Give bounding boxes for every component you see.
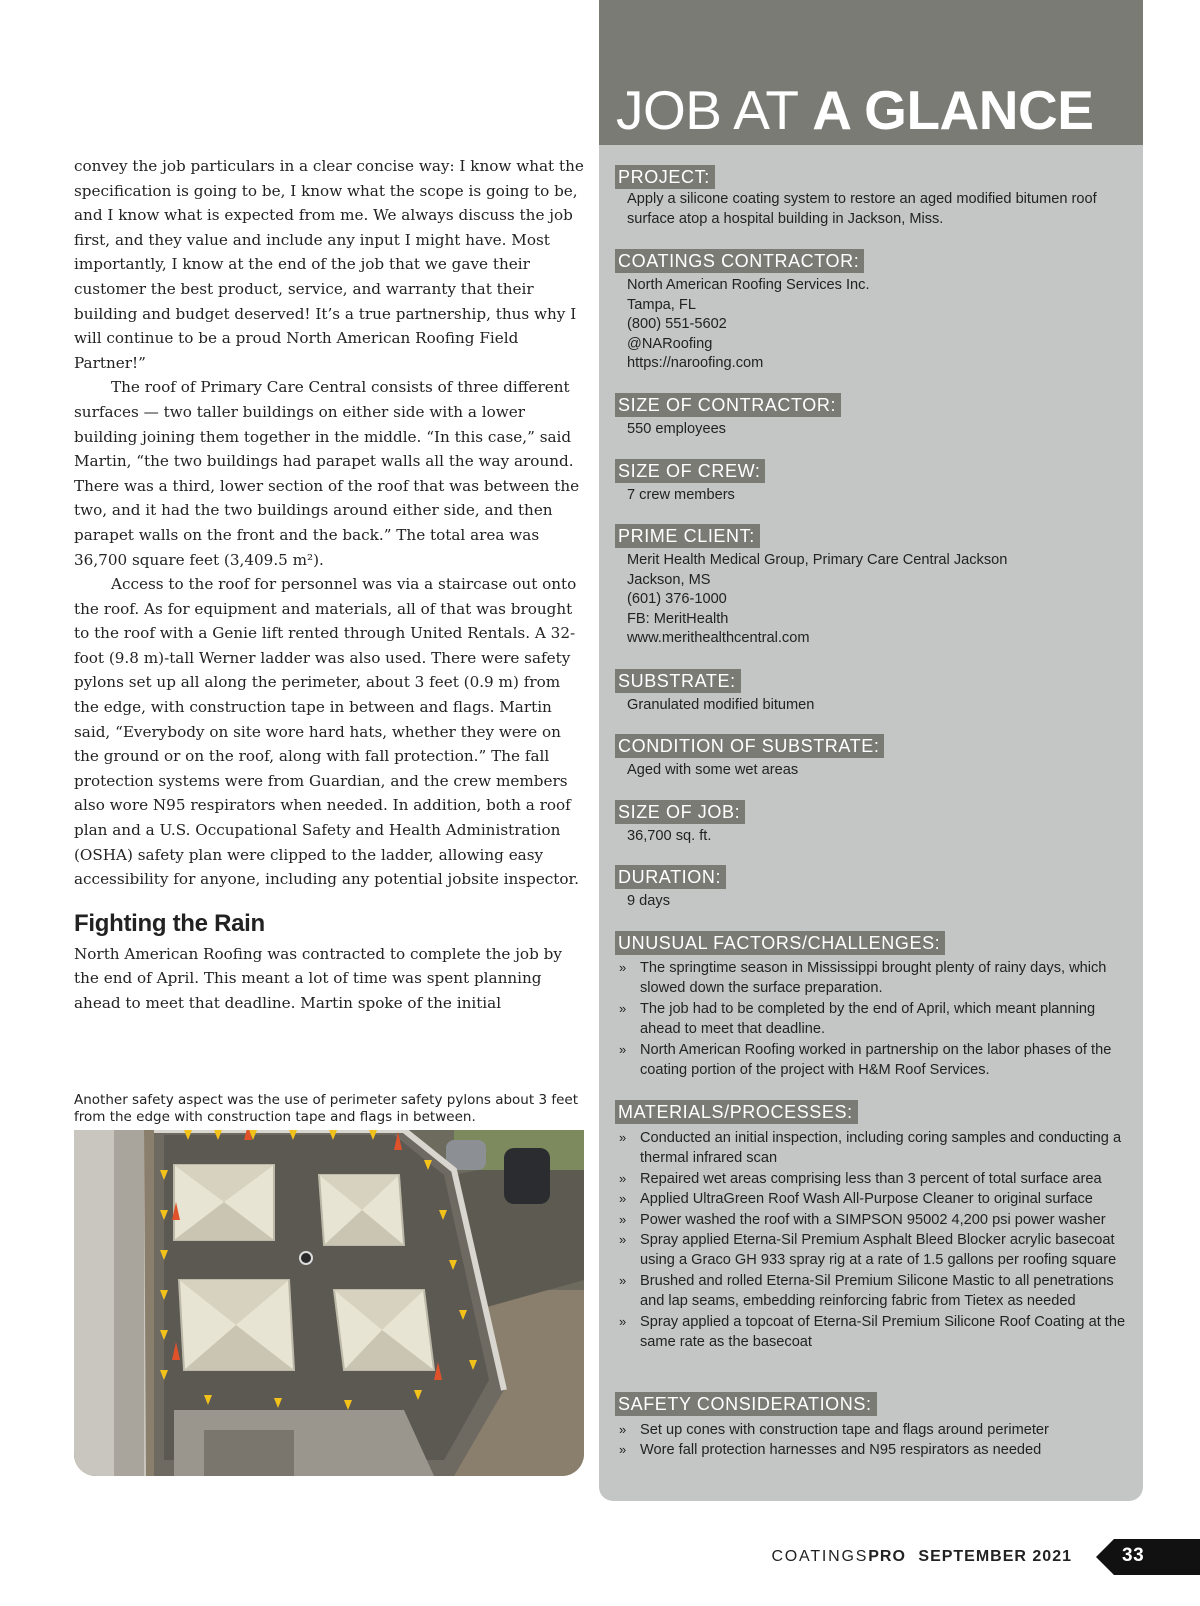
sidebar-title bbox=[616, 78, 1093, 142]
bullet-mark: » bbox=[619, 1041, 627, 1057]
sidebar-title-bold: A GLANCE bbox=[812, 79, 1094, 141]
list-item-text: Wore fall protection harnesses and N95 respirators as needed bbox=[640, 1442, 1042, 1459]
client-name: Merit Health Medical Group, Primary Care Central Jackson bbox=[627, 552, 1008, 568]
contractor-details bbox=[627, 276, 1132, 374]
article-paragraph: The roof of Primary Care Central consists of three different surfaces — two taller buildings on either side with a lower building joining them together in the middle. “In this case,” said Martin, “the two buildings had parapet walls all the way around. There was a third, lower section of the roof that was between the two, and it had the two buildings around either side, and then parapet walls on the front and the back.” The total area was 36,700 square feet (3,409.5 m²). bbox=[74, 378, 580, 569]
magazine-name-bold: PRO bbox=[868, 1548, 906, 1565]
list-item-text: Power washed the roof with a SIMPSON 95002 4,200 psi power washer bbox=[640, 1211, 1106, 1228]
list-item-text: Spray applied Eterna-Sil Premium Asphalt Bleed Blocker acrylic basecoat using a Graco GH 933 spray rig at a rate of 1.5 gallons per roofing square bbox=[640, 1232, 1117, 1269]
size-job-text: 36,700 sq. ft. bbox=[627, 828, 712, 844]
bullet-mark: » bbox=[619, 1272, 627, 1288]
condition-heading: CONDITION OF SUBSTRATE: bbox=[615, 734, 884, 758]
rooftop-photo bbox=[74, 1130, 584, 1476]
client-location: Jackson, MS bbox=[627, 571, 711, 588]
list-item bbox=[615, 1040, 1135, 1081]
safety-list bbox=[615, 1420, 1135, 1461]
skylight bbox=[174, 1165, 274, 1240]
article-paragraph: convey the job particulars in a clear concise way: I know what the specification is going to be, I know what the scope is going to be, and I know what is expected from me. We always discuss the job first, and they value and include any input I might have. Most importantly, I know at the end of the job that we gave their customer the best product, service, and warranty that their building and budget deserved! It’s a true partnership, thus why I will continue to be a proud North American Roofing Field Partner!” bbox=[74, 157, 584, 372]
substrate-text: Granulated modified bitumen bbox=[627, 697, 815, 713]
list-item-text: The springtime season in Mississippi brought plenty of rainy days, which slowed down the surface preparation. bbox=[640, 960, 1107, 997]
list-item bbox=[615, 1230, 1135, 1271]
contractor-heading: COATINGS CONTRACTOR: bbox=[615, 249, 864, 273]
prime-client-details bbox=[627, 551, 1132, 649]
bullet-mark: » bbox=[619, 1211, 627, 1227]
list-item bbox=[615, 1271, 1135, 1312]
photo-caption: Another safety aspect was the use of perimeter safety pylons about 3 feet from the edge with construction tape and flags in between. bbox=[74, 1092, 578, 1125]
condition-text: Aged with some wet areas bbox=[627, 762, 799, 778]
contractor-phone: (800) 551-5602 bbox=[627, 316, 727, 333]
list-item bbox=[615, 958, 1135, 999]
article-paragraph: Access to the roof for personnel was via a staircase out onto the roof. As for equipment and materials, all of that was brought to the roof with a Genie lift rented through United Rentals. A 32-foot (9.8 m)-tall Werner ladder was also used. There were safety pylons set up all along the perimeter, about 3 feet (0.9 m) from the edge, with construction tape in between and flags. Martin said, “Everybody on site wore hard hats, whether they were on the ground or on the roof, along with fall protection.” The fall protection systems were from Guardian, and the crew members also wore N95 respirators when needed. In addition, both a roof plan and a U.S. Occupational Safety and Health Administration (OSHA) safety plan were clipped to the ladder, allowing easy accessibility for anyone, including any potential jobsite inspector. bbox=[74, 575, 579, 889]
article-paragraph: North American Roofing was contracted to complete the job by the end of April. This meant a lot of time was spent planning ahead to meet that deadline. Martin spoke of the initial bbox=[74, 944, 562, 1012]
project-text: Apply a silicone coating system to restore an aged modified bitumen roof surface atop a hospital building in Jackson, Miss. bbox=[627, 191, 1097, 227]
bullet-mark: » bbox=[619, 1313, 627, 1329]
bullet-mark: » bbox=[619, 1130, 627, 1145]
client-social: FB: MeritHealth bbox=[627, 610, 729, 627]
contractor-name: North American Roofing Services Inc. bbox=[627, 277, 870, 293]
unusual-list bbox=[615, 958, 1135, 1080]
contractor-location: Tampa, FL bbox=[627, 296, 696, 313]
list-item-text: Brushed and rolled Eterna-Sil Premium Silicone Mastic to all penetrations and lap seams, embedding reinforcing fabric from Tietex as needed bbox=[640, 1272, 1114, 1310]
list-item bbox=[615, 1189, 1135, 1209]
list-item bbox=[615, 1440, 1135, 1460]
bullet-mark: » bbox=[619, 1191, 627, 1207]
list-item-text: The job had to be completed by the end of April, which meant planning ahead to meet that deadline. bbox=[640, 1000, 1096, 1038]
skylight bbox=[179, 1280, 294, 1370]
project-heading: PROJECT: bbox=[615, 165, 715, 189]
bullet-mark: » bbox=[619, 1170, 627, 1186]
list-item bbox=[615, 1169, 1135, 1189]
client-website: www.merithealthcentral.com bbox=[627, 630, 810, 647]
contractor-website: https://naroofing.com bbox=[627, 355, 764, 372]
list-item-text: Set up cones with construction tape and flags around perimeter bbox=[640, 1422, 1049, 1438]
skylight bbox=[334, 1290, 434, 1370]
bullet-mark: » bbox=[619, 960, 627, 975]
size-contractor-heading: SIZE OF CONTRACTOR: bbox=[615, 393, 841, 417]
list-item bbox=[615, 1312, 1135, 1353]
materials-list bbox=[615, 1128, 1135, 1352]
safety-heading: SAFETY CONSIDERATIONS: bbox=[615, 1392, 877, 1416]
bullet-mark: » bbox=[619, 1442, 627, 1458]
list-item bbox=[615, 1128, 1135, 1169]
magazine-name: COATINGS bbox=[771, 1548, 869, 1565]
sidebar-title-light: JOB AT bbox=[616, 79, 813, 141]
duration-text: 9 days bbox=[627, 893, 670, 909]
article-column bbox=[74, 154, 587, 1016]
size-contractor-text: 550 employees bbox=[627, 421, 726, 437]
list-item-text: Spray applied a topcoat of Eterna-Sil Premium Silicone Roof Coating at the same rate as the basecoat bbox=[640, 1313, 1126, 1351]
bullet-mark: » bbox=[619, 1232, 627, 1248]
substrate-heading: SUBSTRATE: bbox=[615, 669, 741, 693]
bullet-mark: » bbox=[619, 1422, 627, 1437]
size-crew-text: 7 crew members bbox=[627, 487, 735, 503]
unusual-heading: UNUSUAL FACTORS/CHALLENGES: bbox=[615, 931, 945, 955]
skylight bbox=[319, 1175, 404, 1245]
section-subhead: Fighting the Rain bbox=[74, 909, 265, 937]
issue-date: SEPTEMBER 2021 bbox=[918, 1548, 1072, 1565]
list-item-text: North American Roofing worked in partnership on the labor phases of the coating portion of the project with H&M Roof Services. bbox=[640, 1041, 1112, 1079]
size-crew-heading: SIZE OF CREW: bbox=[615, 459, 765, 483]
list-item bbox=[615, 1210, 1135, 1230]
list-item bbox=[615, 999, 1135, 1040]
list-item-text: Repaired wet areas comprising less than 3 percent of total surface area bbox=[640, 1170, 1102, 1187]
client-phone: (601) 376-1000 bbox=[627, 591, 727, 608]
bullet-mark: » bbox=[619, 1000, 627, 1016]
page-footer bbox=[0, 1539, 1200, 1575]
contractor-social: @NARoofing bbox=[627, 335, 713, 352]
list-item-text: Applied UltraGreen Roof Wash All-Purpose Cleaner to original surface bbox=[640, 1191, 1093, 1208]
page-number: 33 bbox=[1122, 1545, 1145, 1566]
list-item-text: Conducted an initial inspection, including coring samples and conducting a thermal infrared scan bbox=[640, 1130, 1122, 1167]
footer-magazine-issue bbox=[771, 1548, 1072, 1566]
prime-client-heading: PRIME CLIENT: bbox=[615, 524, 760, 548]
size-job-heading: SIZE OF JOB: bbox=[615, 800, 745, 824]
page-number-tab bbox=[1096, 1539, 1200, 1575]
duration-heading: DURATION: bbox=[615, 865, 726, 889]
list-item bbox=[615, 1420, 1135, 1440]
materials-heading: MATERIALS/PROCESSES: bbox=[615, 1100, 858, 1124]
